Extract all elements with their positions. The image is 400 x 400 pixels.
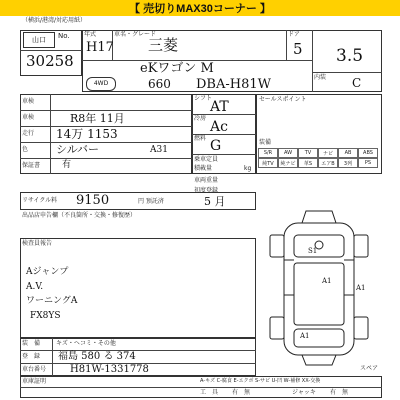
equipment-cell: エアB	[318, 158, 338, 168]
name-label: 車名・グレード	[114, 31, 157, 38]
lot-number: 30258	[26, 52, 74, 70]
door-label: ドア	[288, 31, 300, 38]
model-year-value: 5 月	[204, 195, 226, 208]
registration-label: 登 録	[22, 353, 41, 360]
equip-label: 装備	[259, 139, 272, 146]
bottom-equip-label: 装 備	[22, 340, 41, 347]
recycle-value: 9150	[76, 193, 110, 208]
equipment-cell: 純ナビ	[278, 158, 298, 168]
door-value: 5	[293, 40, 303, 58]
svg-text:S1: S1	[308, 247, 318, 255]
recycle-deposit: 円 預託済	[138, 198, 164, 205]
equipment-cell: ABS	[358, 148, 378, 158]
equipment-cell: S/R	[258, 148, 278, 158]
year-value: H17	[86, 40, 114, 55]
top-note: （横浜/港湾/対応用紙）	[22, 17, 87, 24]
equipment-cell: 3列	[338, 158, 358, 168]
svg-text:A1: A1	[356, 284, 366, 292]
banner-title: 【 売切りMAX30コーナー 】	[0, 0, 400, 16]
car-diagram	[256, 205, 382, 375]
warranty-value: 有	[62, 160, 72, 170]
tool-label: 工 具	[200, 389, 219, 396]
color-code: A31	[150, 145, 168, 155]
damage-legend: A-キズ C-腐食 E-エクボ S-サビ U-凹 W-補修 XX-交換	[200, 378, 321, 384]
equipment-cell: PS	[358, 158, 378, 168]
inspector-line-1: Aジャンプ	[26, 267, 69, 277]
inspection-label: 車検	[22, 114, 35, 121]
chassis-number-label: 車台番号	[22, 366, 47, 373]
equipment-cell: ナビ	[318, 148, 338, 158]
inspector-line-2: A.V.	[26, 282, 44, 292]
chassis-model-value: DBA-H81W	[196, 77, 271, 92]
model-year-label: 初度登録	[194, 187, 219, 194]
shift-label: シフト	[194, 95, 213, 102]
svg-text:A1: A1	[322, 277, 332, 285]
score-value: 3.5	[336, 46, 364, 66]
equipment-cell: AW	[278, 148, 298, 158]
notes-label: 出品店申告欄（不良箇所・交換・修復歴）	[22, 212, 137, 219]
inspector-box	[20, 238, 256, 338]
inspector-line-4: FX8YS	[30, 311, 61, 321]
jack-value: 有 無	[330, 389, 349, 396]
warranty-label: 保証書	[22, 162, 41, 169]
mileage-value: 14万 1153	[56, 127, 118, 141]
lot-stamp: 山口	[23, 32, 55, 48]
fuel-label: 燃料	[194, 135, 207, 142]
interior-label: 内装	[314, 74, 327, 81]
displacement-value: 660	[148, 77, 171, 91]
equipment-cell: AB	[338, 148, 358, 158]
status-label: 車庫証明	[22, 378, 47, 385]
kg-unit: kg	[244, 165, 252, 172]
ac-value: Ac	[210, 119, 228, 135]
drive-badge: 4WD	[86, 77, 116, 91]
mileage-label: 走行	[22, 130, 35, 137]
inspector-line-3: ワーニングA	[26, 296, 78, 306]
bottom-equip-value: キズ・ヘコミ・その他	[56, 340, 116, 347]
spare-label: スペア	[360, 365, 379, 372]
weight-label: 車両重量	[194, 177, 219, 184]
load-label: 積載量	[194, 165, 213, 172]
jack-label: ジャッキ	[292, 389, 316, 396]
svg-text:A1: A1	[300, 332, 310, 340]
equipment-cell: 純TV	[258, 158, 278, 168]
inspector-label: 検査員報告	[22, 240, 53, 247]
interior-value: C	[352, 76, 362, 90]
shaken-label: 車検	[22, 98, 35, 105]
chassis-number-value: H81W-1331778	[70, 364, 149, 375]
capacity-label: 乗車定員	[194, 156, 219, 163]
maker-value: 三菱	[148, 36, 179, 54]
registration-value: 福島 580 る 374	[58, 351, 136, 362]
shift-value: AT	[210, 99, 229, 115]
recycle-label: リサイクル料	[22, 197, 58, 204]
inspection-value: R8年 11月	[70, 112, 125, 125]
sales-point-label: セールスポイント	[259, 96, 307, 103]
tool-value: 有 無	[232, 389, 251, 396]
fuel-value: G	[210, 138, 222, 154]
color-value: シルバー	[56, 143, 99, 156]
ac-label: 冷房	[194, 115, 207, 122]
equipment-cell: TV	[298, 148, 318, 158]
model-value: eKワゴン M	[140, 61, 214, 76]
year-label: 年式	[84, 31, 97, 38]
color-label: 色	[22, 146, 29, 153]
equipment-cell: 革S	[298, 158, 318, 168]
lot-label: No.	[58, 32, 70, 40]
